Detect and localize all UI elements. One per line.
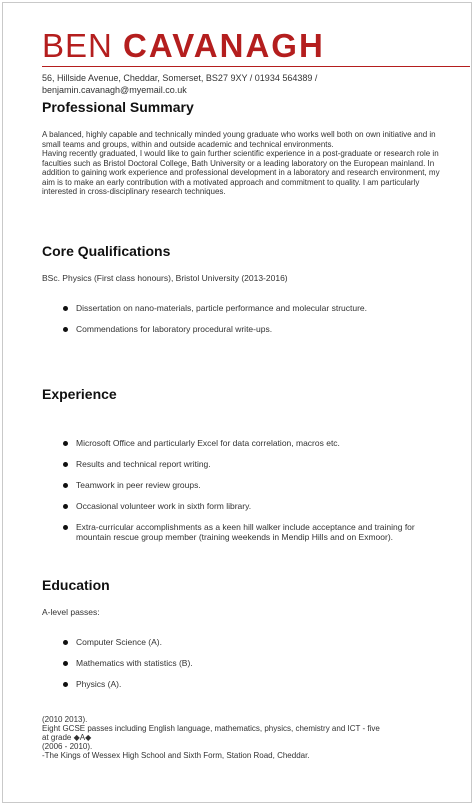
- footer-line: Eight GCSE passes including English language, mathematics, physics, chemistry and ICT - five: [42, 724, 380, 733]
- header-divider: [42, 66, 470, 67]
- list-item: Occasional volunteer work in sixth form library.: [63, 501, 448, 511]
- list-item: Computer Science (A).: [63, 637, 448, 647]
- degree-line: BSc. Physics (First class honours), Bristol University (2013-2016): [42, 273, 288, 283]
- footer-line: at grade ◆A◆: [42, 733, 92, 742]
- list-item: Extra-curricular accomplishments as a keen hill walker include acceptance and training for mountain rescue group member (training weekends in Mendip Hills and on Exmoor).: [63, 522, 448, 542]
- summary-paragraph-2: Having recently graduated, I would like to gain further scientific experience in a post-graduate or research role in faculties such as Bristol Doctoral College, Bath University or a leading laboratory on the European mainland. In addition to gaining work experience and professional development in a laboratory and research environment, my aim is to make an early contribution with a motivated approach and commitment to quality. I am particularly interested in cross-disciplinary research techniques.: [42, 149, 440, 196]
- list-item: Mathematics with statistics (B).: [63, 658, 448, 668]
- bullet-icon: [63, 504, 68, 509]
- address-line: 56, Hillside Avenue, Cheddar, Somerset, BS27 9XY / 01934 564389 /: [42, 73, 318, 83]
- list-item: Results and technical report writing.: [63, 459, 448, 469]
- bullet-icon: [63, 661, 68, 666]
- bullet-icon: [63, 462, 68, 467]
- list-item: Physics (A).: [63, 679, 448, 689]
- list-item: Commendations for laboratory procedural write-ups.: [63, 324, 448, 334]
- summary-paragraph-1: A balanced, highly capable and technically minded young graduate who works well both on own initiative and in small teams and groups, within and outside academic and technical environments.: [42, 130, 436, 149]
- list-item: Microsoft Office and particularly Excel for data correlation, macros etc.: [63, 438, 448, 448]
- email-address: benjamin.cavanagh@myemail.co.uk: [42, 85, 187, 95]
- list-item: Teamwork in peer review groups.: [63, 480, 448, 490]
- list-item: Dissertation on nano-materials, particle performance and molecular structure.: [63, 303, 448, 313]
- education-details: [42, 715, 452, 760]
- bullet-icon: [63, 640, 68, 645]
- bullet-icon: [63, 306, 68, 311]
- bullet-icon: [63, 483, 68, 488]
- bullet-icon: [63, 525, 68, 530]
- bullet-icon: [63, 682, 68, 687]
- experience-heading: Experience: [42, 386, 117, 402]
- cv-page: [2, 2, 472, 803]
- contact-details: [42, 72, 317, 96]
- summary-text: [42, 130, 447, 197]
- education-list: [63, 637, 448, 700]
- candidate-name: [42, 27, 457, 65]
- bullet-icon: [63, 327, 68, 332]
- last-name: CAVANAGH: [123, 27, 325, 64]
- qualifications-list: [63, 303, 448, 345]
- education-heading: Education: [42, 577, 110, 593]
- cv-header: [42, 27, 457, 65]
- summary-heading: Professional Summary: [42, 99, 194, 115]
- footer-line: (2006 - 2010).: [42, 742, 93, 751]
- bullet-icon: [63, 441, 68, 446]
- a-level-intro: A-level passes:: [42, 607, 100, 617]
- footer-line: -The Kings of Wessex High School and Sixth Form, Station Road, Cheddar.: [42, 751, 310, 760]
- first-name: BEN: [42, 27, 113, 64]
- qualifications-heading: Core Qualifications: [42, 243, 171, 259]
- experience-list: [63, 438, 448, 553]
- footer-line: (2010 2013).: [42, 715, 88, 724]
